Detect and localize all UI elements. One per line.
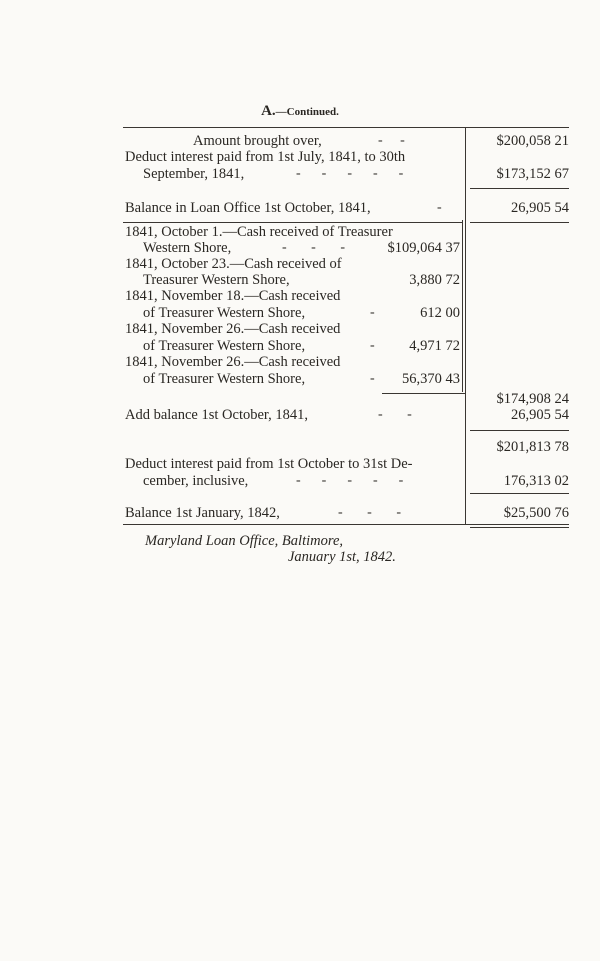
deduct-1-amount: $173,152 67 xyxy=(496,166,569,182)
balance-oct-amount: 26,905 54 xyxy=(511,200,569,216)
leader-dots: - - - - - xyxy=(296,166,404,181)
top-rule xyxy=(123,127,569,128)
add-balance-label: Add balance 1st October, 1841, xyxy=(125,407,309,423)
cash-3-line1: 1841, November 18.—Cash received xyxy=(125,288,341,304)
rule-under-total xyxy=(470,493,569,494)
rule-under-balance-oct xyxy=(123,222,462,223)
footer-office: Maryland Loan Office, Baltimore, xyxy=(145,533,344,549)
cash-1-line1: 1841, October 1.—Cash received of Treasurer xyxy=(125,224,393,240)
brought-over-label: Amount brought over, xyxy=(193,133,322,149)
cash-4-line1: 1841, November 26.—Cash received xyxy=(125,321,341,337)
leader-dots: - - - xyxy=(338,505,401,520)
leader-dots: - xyxy=(370,305,375,320)
cash-5-amount: 56,370 43 xyxy=(402,371,460,387)
leader-dots: - - - - - xyxy=(296,473,404,488)
cash-1-amount: $109,064 37 xyxy=(387,240,460,256)
footer-date: January 1st, 1842. xyxy=(288,549,396,565)
rule-under-balance-oct-total xyxy=(470,222,569,223)
cash-3-line2: of Treasurer Western Shore, xyxy=(143,305,306,321)
total-amount: $201,813 78 xyxy=(496,439,569,455)
deduct-2-line1: Deduct interest paid from 1st October to 31st De- xyxy=(125,456,413,472)
add-balance-amount: 26,905 54 xyxy=(511,407,569,423)
cash-2-line1: 1841, October 23.—Cash received of xyxy=(125,256,342,272)
total-column-left-line xyxy=(465,127,466,525)
deduct-2-line2: cember, inclusive, xyxy=(143,473,249,489)
heading-suffix: —Continued. xyxy=(275,106,339,118)
brought-over-amount: $200,058 21 xyxy=(496,133,569,149)
leader-dots: - xyxy=(370,338,375,353)
bottom-double-rule-2 xyxy=(470,527,569,528)
cash-2-amount: 3,880 72 xyxy=(409,272,460,288)
cash-1-line2: Western Shore, xyxy=(143,240,232,256)
cash-4-line2: of Treasurer Western Shore, xyxy=(143,338,306,354)
cash-5-line2: of Treasurer Western Shore, xyxy=(143,371,306,387)
cash-2-line2: Treasurer Western Shore, xyxy=(143,272,290,288)
subtotal-amount: $174,908 24 xyxy=(496,391,569,407)
heading-letter: A. xyxy=(261,103,276,119)
rule-under-items xyxy=(382,393,465,394)
leader-dots: - - xyxy=(378,133,405,148)
rule-under-subtotal xyxy=(470,430,569,431)
leader-dots: - xyxy=(437,200,442,215)
leader-dots: - - - xyxy=(282,240,345,255)
deduct-2-amount: 176,313 02 xyxy=(503,473,569,489)
cash-5-line1: 1841, November 26.—Cash received xyxy=(125,354,341,370)
bottom-double-rule-1 xyxy=(123,524,569,525)
cash-3-amount: 612 00 xyxy=(420,305,460,321)
leader-dots: - - xyxy=(378,407,412,422)
deduct-1-line2: September, 1841, xyxy=(143,166,245,182)
section-heading xyxy=(0,103,600,120)
leader-dots: - xyxy=(370,371,375,386)
rule-after-deduct-1 xyxy=(470,188,569,189)
deduct-1-line1: Deduct interest paid from 1st July, 1841, to 30th xyxy=(125,149,406,165)
item-column-right-line xyxy=(462,220,463,392)
balance-oct-label: Balance in Loan Office 1st October, 1841, xyxy=(125,200,371,216)
cash-4-amount: 4,971 72 xyxy=(409,338,460,354)
balance-jan-amount: $25,500 76 xyxy=(503,505,569,521)
balance-jan-label: Balance 1st January, 1842, xyxy=(125,505,280,521)
